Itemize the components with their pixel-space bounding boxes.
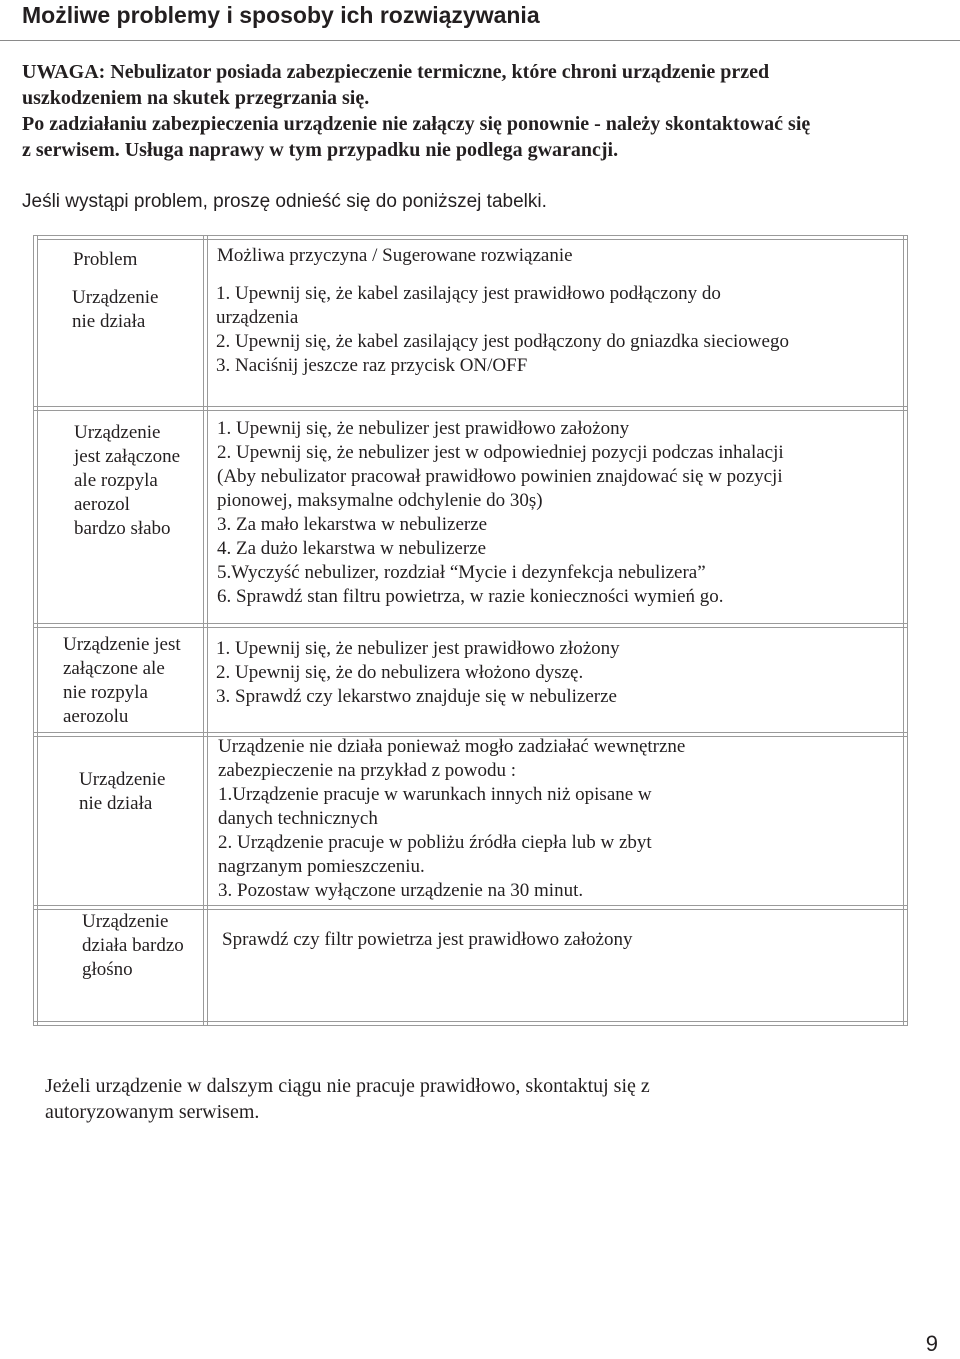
table-border-right — [903, 235, 904, 1025]
table-border-bottom-outer — [33, 1025, 908, 1026]
table-row-solution: 1. Upewnij się, że nebulizer jest prawidłowo założony 2. Upewnij się, że nebulizer jest w odpowiedniej pozycji podczas inhalacji (Aby nebulizator pracował prawidłowo powinien znajdować się w pozycji pionowej, maksymalne odchylenie do 30ș) 3. Za mało lekarstwa w nebulizerze 4. Za dużo lekarstwa w nebulizerze 5.Wyczyść nebulizer, rozdział “Mycie i dezynfekcja nebulizera” 6. Sprawdź stan filtru powietrza, w razie konieczności wymień go. — [217, 418, 784, 607]
table-border-bottom — [33, 1021, 908, 1022]
table-row-divider — [33, 627, 908, 628]
table-header-problem: Problem — [73, 249, 138, 270]
table-row-problem: Urządzenie działa bardzo głośno — [82, 911, 184, 980]
table-column-divider-inner — [207, 235, 208, 1025]
table-row-problem: Urządzenie jest załączone ale rozpyla aerozol bardzo słabo — [74, 422, 181, 539]
warning-line: uszkodzeniem na skutek przegrzania się. — [22, 87, 370, 109]
table-header-solution: Możliwa przyczyna / Sugerowane rozwiązanie — [217, 245, 573, 266]
intro-text: Jeśli wystąpi problem, proszę odnieść się do poniższej tabelki. — [22, 191, 547, 212]
page-title: Możliwe problemy i sposoby ich rozwiązywania — [22, 2, 540, 28]
table-row-problem: Urządzenie nie działa — [72, 287, 159, 332]
table-row-divider — [33, 406, 908, 407]
table-row-divider — [33, 623, 908, 624]
table-row-divider — [33, 410, 908, 411]
page-number: 9 — [925, 1331, 938, 1356]
warning-line: Po zadziałaniu zabezpieczenia urządzenie nie załączy się ponownie - należy skontaktować się — [22, 113, 811, 135]
table-row-problem: Urządzenie jest załączone ale nie rozpyla aerozolu — [63, 634, 181, 727]
table-border-top — [33, 235, 908, 236]
table-row-solution: 1. Upewnij się, że nebulizer jest prawidłowo złożony 2. Upewnij się, że do nebulizera włożono dyszę. 3. Sprawdź czy lekarstwo znajduje się w nebulizerze — [216, 638, 620, 707]
table-row-solution: 1. Upewnij się, że kabel zasilający jest prawidłowo podłączony do urządzenia 2. Upewnij się, że kabel zasilający jest podłączony do gniazdka sieciowego 3. Naciśnij jeszcze raz przycisk ON/OFF — [216, 283, 789, 376]
table-row-divider — [33, 732, 908, 733]
warning-line: z serwisem. Usługa naprawy w tym przypadku nie podlega gwarancji. — [22, 139, 619, 161]
table-row-problem: Urządzenie nie działa — [79, 769, 166, 814]
footer-note: Jeżeli urządzenie w dalszym ciągu nie pracuje prawidłowo, skontaktuj się z autoryzowanym serwisem. — [45, 1075, 650, 1123]
table-column-divider — [203, 235, 204, 1025]
table-border-top-inner — [37, 239, 907, 240]
table-border-left — [33, 235, 34, 1025]
table-row-solution: Sprawdź czy filtr powietrza jest prawidłowo założony — [222, 929, 633, 950]
table-row-divider — [33, 905, 908, 906]
table-border-right-outer — [907, 235, 908, 1025]
table-border-left-inner — [37, 235, 38, 1025]
table-row-solution: Urządzenie nie działa ponieważ mogło zadziałać wewnętrzne zabezpieczenie na przykład z powodu : 1.Urządzenie pracuje w warunkach innych niż opisane w danych technicznych 2. Urządzenie pracuje w pobliżu źródła ciepła lub w zbyt nagrzanym pomieszczeniu. 3. Pozostaw wyłączone urządzenie na 30 minut. — [218, 736, 686, 901]
warning-line: UWAGA: Nebulizator posiada zabezpieczenie termiczne, które chroni urządzenie przed — [22, 61, 770, 83]
